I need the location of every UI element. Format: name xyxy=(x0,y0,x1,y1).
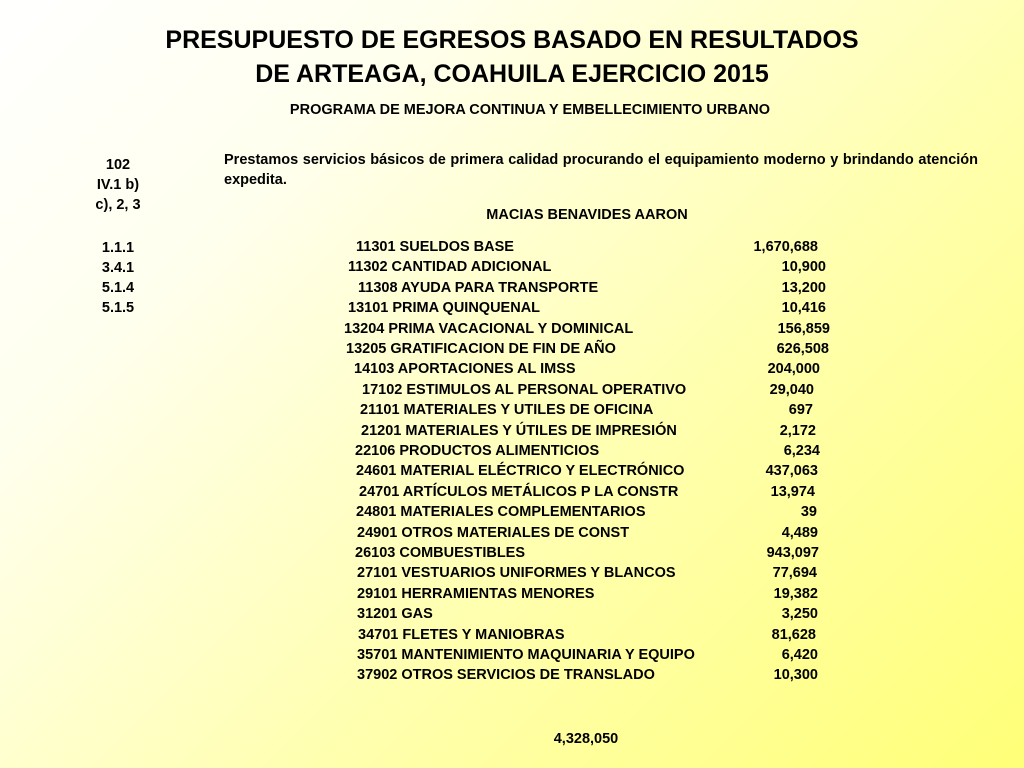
budget-item-amount: 10,416 xyxy=(781,300,826,317)
budget-item-amount: 156,859 xyxy=(777,320,830,337)
budget-item-label: 17102 ESTIMULOS AL PERSONAL OPERATIVO xyxy=(362,381,687,398)
alignment-code: 1.1.1 xyxy=(101,240,135,256)
budget-item-amount: 19,382 xyxy=(773,585,818,602)
budget-item-amount: 77,694 xyxy=(772,565,817,582)
budget-item-amount: 39 xyxy=(800,504,817,521)
budget-item-amount: 1,670,688 xyxy=(753,239,818,255)
budget-item-label: 24801 MATERIALES COMPLEMENTARIOS xyxy=(356,504,646,521)
budget-item-label: 21101 MATERIALES Y UTILES DE OFICINA xyxy=(360,402,654,419)
budget-total: 4,328,050 xyxy=(553,731,619,747)
budget-item-amount: 13,974 xyxy=(770,483,815,500)
budget-item-row xyxy=(0,604,1024,624)
budget-item-label: 27101 VESTUARIOS UNIFORMES Y BLANCOS xyxy=(357,565,676,582)
program-code: IV.1 b) xyxy=(96,177,140,193)
budget-item-amount: 204,000 xyxy=(767,361,820,378)
budget-item-row xyxy=(0,278,1024,298)
program-description: Prestamos servicios básicos de primera calidad procurando el equipamiento moderno y brindando atención expedita. xyxy=(224,152,978,188)
budget-item-label: 13101 PRIMA QUINQUENAL xyxy=(348,300,541,317)
budget-item-row xyxy=(0,400,1024,420)
budget-item-amount: 626,508 xyxy=(776,341,829,357)
budget-item-amount: 13,200 xyxy=(781,279,826,296)
program-code: c), 2, 3 xyxy=(95,197,141,213)
alignment-code: 5.1.5 xyxy=(101,300,135,316)
budget-item-row xyxy=(0,584,1024,604)
budget-item-label: 26103 COMBUESTIBLES xyxy=(355,545,526,561)
budget-item-amount: 943,097 xyxy=(766,545,819,561)
budget-item-row xyxy=(0,461,1024,481)
budget-item-label: 11301 SUELDOS BASE xyxy=(356,239,514,255)
budget-item-label: 22106 PRODUCTOS ALIMENTICIOS xyxy=(355,443,600,459)
budget-item-label: 24601 MATERIAL ELÉCTRICO Y ELECTRÓNICO xyxy=(356,463,685,480)
budget-item-label: 34701 FLETES Y MANIOBRAS xyxy=(358,626,565,643)
page-title-line-2: DE ARTEAGA, COAHUILA EJERCICIO 2015 xyxy=(255,60,769,88)
budget-item-amount: 6,420 xyxy=(781,647,818,663)
budget-item-label: 11302 CANTIDAD ADICIONAL xyxy=(348,259,552,276)
budget-item-label: 21201 MATERIALES Y ÚTILES DE IMPRESIÓN xyxy=(361,422,677,439)
budget-item-label: 24901 OTROS MATERIALES DE CONST xyxy=(357,524,630,541)
budget-item-row xyxy=(0,482,1024,502)
budget-item-row xyxy=(0,502,1024,522)
budget-item-label: 13205 GRATIFICACION DE FIN DE AÑO xyxy=(346,341,616,357)
budget-item-row xyxy=(0,665,1024,685)
budget-item-amount: 3,250 xyxy=(781,606,818,623)
budget-item-row xyxy=(0,543,1024,563)
budget-item-amount: 2,172 xyxy=(779,422,816,439)
budget-item-label: 29101 HERRAMIENTAS MENORES xyxy=(357,585,595,602)
budget-item-label: 11308 AYUDA PARA TRANSPORTE xyxy=(358,279,599,296)
budget-item-row xyxy=(0,563,1024,583)
budget-item-amount: 29,040 xyxy=(769,381,814,398)
budget-item-label: 31201 GAS xyxy=(357,606,433,623)
budget-item-label: 35701 MANTENIMIENTO MAQUINARIA Y EQUIPO xyxy=(357,647,695,663)
budget-item-row xyxy=(0,257,1024,277)
budget-item-label: 37902 OTROS SERVICIOS DE TRANSLADO xyxy=(357,667,655,684)
budget-item-label: 14103 APORTACIONES AL IMSS xyxy=(354,361,576,378)
responsible-person: MACIAS BENAVIDES AARON xyxy=(486,207,688,223)
budget-item-row xyxy=(0,645,1024,665)
alignment-code: 3.4.1 xyxy=(101,260,135,276)
budget-item-amount: 4,489 xyxy=(781,524,818,541)
budget-item-amount: 697 xyxy=(788,402,813,419)
program-code: 102 xyxy=(105,157,131,173)
budget-item-amount: 437,063 xyxy=(765,463,818,480)
budget-item-amount: 10,900 xyxy=(781,259,826,276)
budget-item-row xyxy=(0,237,1024,257)
alignment-code: 5.1.4 xyxy=(101,280,135,296)
budget-item-row xyxy=(0,625,1024,645)
budget-item-row xyxy=(0,339,1024,359)
budget-item-row xyxy=(0,359,1024,379)
budget-item-row xyxy=(0,319,1024,339)
budget-item-row xyxy=(0,523,1024,543)
budget-item-row xyxy=(0,441,1024,461)
budget-item-amount: 81,628 xyxy=(771,626,816,643)
budget-item-label: 24701 ARTÍCULOS METÁLICOS P LA CONSTR xyxy=(359,483,679,500)
budget-item-label: 13204 PRIMA VACACIONAL Y DOMINICAL xyxy=(344,320,634,337)
budget-item-row xyxy=(0,298,1024,318)
program-name: PROGRAMA DE MEJORA CONTINUA Y EMBELLECIMIENTO URBANO xyxy=(289,102,771,118)
budget-item-amount: 10,300 xyxy=(773,667,818,684)
budget-item-amount: 6,234 xyxy=(783,443,820,459)
budget-item-row xyxy=(0,421,1024,441)
page-title-line-1: PRESUPUESTO DE EGRESOS BASADO EN RESULTADOS xyxy=(165,26,859,54)
budget-item-row xyxy=(0,380,1024,400)
